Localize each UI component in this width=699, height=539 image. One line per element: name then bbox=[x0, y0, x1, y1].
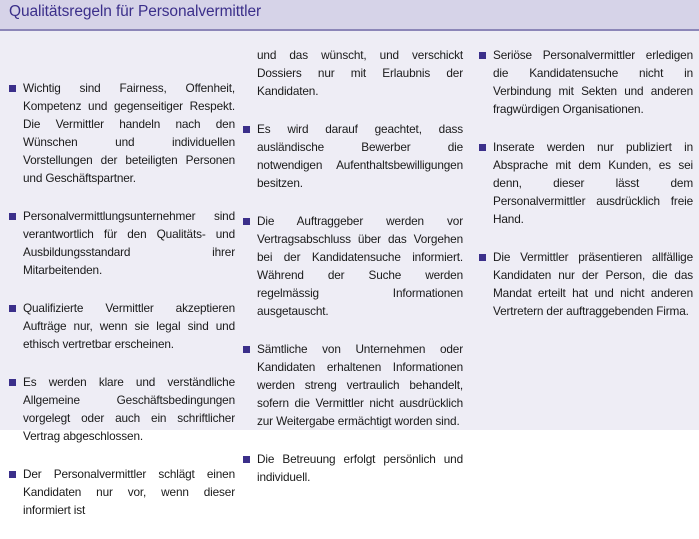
list-item-text: Personalvermittlungsunternehmer sind verantwortlich für den Qualitäts- und Ausbildungsstandard ihrer Mitarbeitenden. bbox=[23, 209, 235, 277]
square-bullet-icon bbox=[9, 471, 16, 478]
list-item bbox=[243, 340, 463, 430]
list-item bbox=[9, 373, 235, 445]
list-item bbox=[479, 138, 693, 228]
square-bullet-icon bbox=[9, 85, 16, 92]
list-item bbox=[9, 79, 235, 187]
list-item bbox=[9, 207, 235, 279]
page-title: Qualitätsregeln für Personalvermittler bbox=[9, 3, 262, 20]
square-bullet-icon bbox=[479, 254, 486, 261]
square-bullet-icon bbox=[9, 305, 16, 312]
column-2 bbox=[243, 46, 463, 506]
list-item bbox=[479, 46, 693, 118]
square-bullet-icon bbox=[243, 346, 250, 353]
list-item-text: Die Vermittler präsentieren allfällige Kandidaten nur der Person, die das Mandat erteilt hat und nicht anderen Vertretern der auftraggebenden Firma. bbox=[493, 250, 693, 318]
list-item-text: Sämtliche von Unternehmen oder Kandidaten erhaltenen Informationen werden streng vertraulich behandelt, sofern die Vermittler nicht ausdrücklich zur Weitergabe ermächtigt worden sind. bbox=[257, 342, 463, 428]
square-bullet-icon bbox=[243, 126, 250, 133]
list-item-text: Die Betreuung erfolgt persönlich und individuell. bbox=[257, 452, 463, 484]
square-bullet-icon bbox=[479, 52, 486, 59]
square-bullet-icon bbox=[243, 218, 250, 225]
header-bar bbox=[0, 0, 699, 31]
list-item bbox=[479, 248, 693, 320]
list-item-text: Qualifizierte Vermittler akzeptieren Aufträge nur, wenn sie legal sind und ethisch vertretbar erscheinen. bbox=[23, 301, 235, 351]
list-item-text: und das wünscht, und verschickt Dossiers nur mit Erlaubnis der Kandidaten. bbox=[257, 48, 463, 98]
square-bullet-icon bbox=[479, 144, 486, 151]
list-item-text: Inserate werden nur publiziert in Absprache mit dem Kunden, es sei denn, dieser lässt dem Personalvermittler ausdrücklich freie Hand. bbox=[493, 140, 693, 226]
list-item-text: Der Personalvermittler schlägt einen Kandidaten nur vor, wenn dieser informiert ist bbox=[23, 467, 235, 517]
list-item bbox=[243, 120, 463, 192]
rules-panel bbox=[0, 31, 699, 517]
square-bullet-icon bbox=[9, 213, 16, 220]
list-item-text: Es wird darauf geachtet, dass ausländische Bewerber die notwendigen Aufenthaltsbewilligungen besitzen. bbox=[257, 122, 463, 190]
column-3 bbox=[479, 46, 693, 340]
square-bullet-icon bbox=[243, 456, 250, 463]
square-bullet-icon bbox=[9, 379, 16, 386]
list-item bbox=[243, 450, 463, 486]
list-item bbox=[243, 46, 463, 100]
list-item bbox=[9, 299, 235, 353]
list-item-text: Es werden klare und verständliche Allgemeine Geschäftsbedingungen vorgelegt oder auch ein schriftlicher Vertrag abgeschlossen. bbox=[23, 375, 235, 443]
list-item bbox=[243, 212, 463, 320]
list-item-text: Wichtig sind Fairness, Offenheit, Kompetenz und gegenseitiger Respekt. Die Vermittler handeln nach den Wünschen und individuellen Vorstellungen der beteiligten Personen und Geschäftspartner. bbox=[23, 81, 235, 185]
list-item-text: Die Auftraggeber werden vor Vertragsabschluss über das Vorgehen bei der Kandidatensuche informiert. Während der Suche werden regelmässig Informationen ausgetauscht. bbox=[257, 214, 463, 318]
list-item bbox=[9, 465, 235, 519]
list-item-text: Seriöse Personalvermittler erledigen die Kandidatensuche nicht in Verbindung mit Sekten und anderen fragwürdigen Organisationen. bbox=[493, 48, 693, 116]
column-1 bbox=[9, 79, 235, 539]
